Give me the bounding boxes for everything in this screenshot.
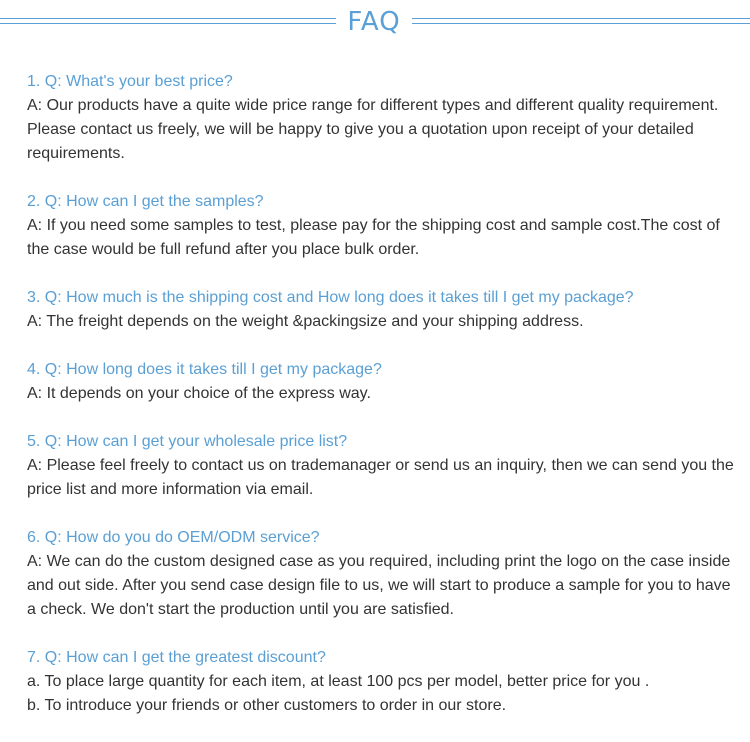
faq-item-4 — [27, 358, 742, 406]
header-rule-right — [412, 18, 750, 24]
faq-answer — [27, 94, 742, 166]
faq-answer-text: A: Please feel freely to contact us on trademanager or send us an inquiry, then we can send you the price list and more information via email. — [27, 457, 734, 498]
faq-question: 2. Q: How can I get the samples? — [27, 193, 264, 210]
faq-item-7 — [27, 646, 742, 718]
faq-question: 1. Q: What's your best price? — [27, 73, 233, 90]
faq-answer — [27, 310, 742, 334]
faq-answer — [27, 454, 742, 502]
faq-answer — [27, 382, 742, 406]
faq-item-6 — [27, 526, 742, 622]
faq-answer-text: A: We can do the custom designed case as you required, including print the logo on the case inside and out side. After you send case design file to us, we will start to produce a sample for you to have a check. We don't start the production until you are satisfied. — [27, 553, 731, 618]
faq-list — [27, 70, 742, 742]
faq-question: 7. Q: How can I get the greatest discount? — [27, 649, 326, 666]
faq-answer-text: A: The freight depends on the weight &packingsize and your shipping address. — [27, 313, 584, 330]
faq-item-5 — [27, 430, 742, 502]
header-rule-left — [0, 18, 336, 24]
faq-item-1 — [27, 70, 742, 166]
faq-answer-text: A: If you need some samples to test, please pay for the shipping cost and sample cost.The cost of the case would be full refund after you place bulk order. — [27, 217, 720, 258]
faq-answer — [27, 550, 742, 622]
faq-header — [0, 4, 750, 42]
faq-answer-text: a. To place large quantity for each item, at least 100 pcs per model, better price for you . — [27, 673, 650, 690]
faq-answer-text: A: Our products have a quite wide price range for different types and different quality requirement. Please contact us freely, we will be happy to give you a quotation upon receipt of your detailed requirements. — [27, 97, 719, 162]
faq-question: 5. Q: How can I get your wholesale price list? — [27, 433, 348, 450]
faq-answer — [27, 670, 742, 718]
faq-question: 4. Q: How long does it takes till I get my package? — [27, 361, 382, 378]
faq-question: 3. Q: How much is the shipping cost and How long does it takes till I get my package? — [27, 289, 634, 306]
faq-answer-text: A: It depends on your choice of the express way. — [27, 385, 371, 402]
faq-answer — [27, 214, 742, 262]
faq-answer-text: b. To introduce your friends or other customers to order in our store. — [27, 697, 507, 714]
page-title: FAQ — [347, 7, 401, 37]
faq-item-2 — [27, 190, 742, 262]
faq-item-3 — [27, 286, 742, 334]
faq-question: 6. Q: How do you do OEM/ODM service? — [27, 529, 320, 546]
